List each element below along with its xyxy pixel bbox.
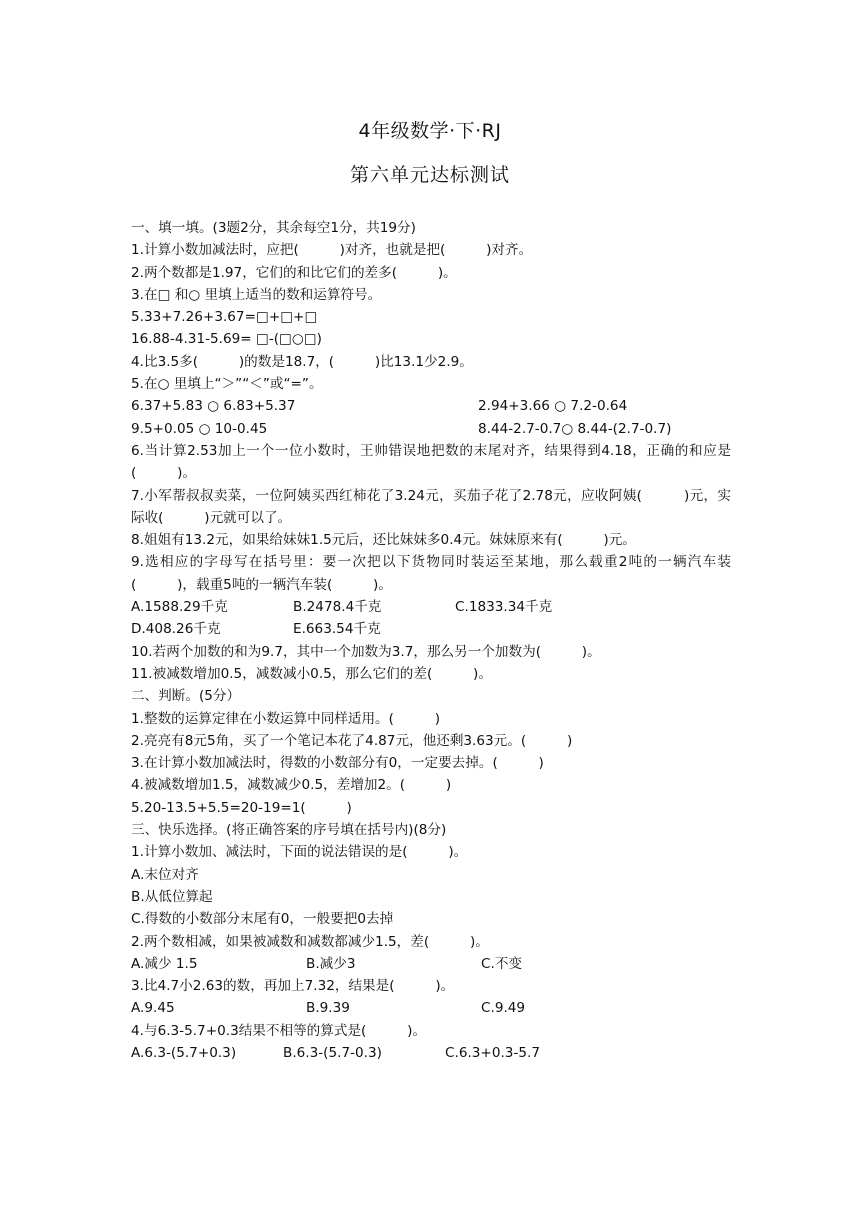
- s3-question-3-options: [131, 997, 731, 1019]
- s1-question-2: 2.两个数都是1.97，它们的和比它们的差多( )。: [131, 264, 457, 281]
- option-item: B.从低位算起: [131, 888, 213, 905]
- s2-item: 2.亮亮有8元5角，买了一个笔记本花了4.87元，他还剩3.63元。( ): [131, 732, 573, 749]
- section-3-heading: 三、快乐选择。(将正确答案的序号填在括号内)(8分): [131, 822, 447, 839]
- s1-question-5-row-1: [131, 395, 731, 417]
- compare-item: 6.37+5.83 ○ 6.83+5.37: [131, 398, 296, 415]
- s1-question-4: 4.比3.5多( )的数是18.7，( )比13.1少2.9。: [131, 353, 473, 370]
- option-item: B.6.3-(5.7-0.3): [283, 1044, 382, 1061]
- option-item: A.1588.29千克: [131, 599, 228, 616]
- option-item: A.末位对齐: [131, 866, 199, 883]
- s1-question-3: 3.在□ 和○ 里填上适当的数和运算符号。: [131, 286, 382, 303]
- s2-item: 3.在计算小数加减法时，得数的小数部分有0，一定要去掉。( ): [131, 755, 544, 772]
- s1-question-5-row-2: [131, 418, 731, 440]
- s3-question-2: 2.两个数相减，如果被减数和减数都减少1.5，差( )。: [131, 933, 489, 950]
- worksheet-body: [131, 217, 731, 1064]
- s1-question-9-options-row-2: [131, 618, 731, 640]
- s2-item: 1.整数的运算定律在小数运算中同样适用。( ): [131, 710, 441, 727]
- s3-question-4-options: [131, 1042, 731, 1064]
- s3-question-3: 3.比4.7小2.63的数，再加上7.32，结果是( )。: [131, 978, 455, 995]
- option-item: A.减少 1.5: [131, 955, 198, 972]
- option-item: E.663.54千克: [293, 621, 381, 638]
- option-item: A.6.3-(5.7+0.3): [131, 1044, 237, 1061]
- option-item: D.408.26千克: [131, 621, 221, 638]
- s1-question-3a: 5.33+7.26+3.67=□+□+□: [131, 309, 318, 326]
- page-title: 4年级数学·下·RJ: [358, 120, 502, 142]
- s1-question-8: 8.姐姐有13.2元，如果给妹妹1.5元后，还比妹妹多0.4元。妹妹原来有( )元。: [131, 532, 636, 549]
- option-item: C.9.49: [481, 1000, 526, 1017]
- option-item: A.9.45: [131, 1000, 175, 1017]
- option-item: C.6.3+0.3-5.7: [445, 1044, 540, 1061]
- s1-question-1: 1.计算小数加减法时，应把( )对齐，也就是把( )对齐。: [131, 242, 533, 259]
- s2-item: 4.被减数增加1.5，减数减少0.5，差增加2。( ): [131, 777, 452, 794]
- option-item: C.1833.34千克: [455, 599, 553, 616]
- s3-question-4: 4.与6.3-5.7+0.3结果不相等的算式是( )。: [131, 1022, 427, 1039]
- option-item: C.得数的小数部分末尾有0，一般要把0去掉: [131, 911, 394, 928]
- s1-question-10: 10.若两个加数的和为9.7，其中一个加数为3.7，那么另一个加数为( )。: [131, 643, 601, 660]
- s2-item: 5.20-13.5+5.5=20-19=1( ): [131, 799, 352, 816]
- s1-question-7: 7.小军帮叔叔卖菜，一位阿姨买西红柿花了3.24元，买茄子花了2.78元，应收阿姨( )元，实际收( )元就可以了。: [131, 487, 731, 526]
- compare-item: 8.44-2.7-0.7○ 8.44-(2.7-0.7): [478, 420, 672, 437]
- option-item: B.减少3: [306, 955, 356, 972]
- s3-question-1: 1.计算小数加、减法时，下面的说法错误的是( )。: [131, 844, 468, 861]
- page-subtitle: 第六单元达标测试: [349, 164, 510, 186]
- compare-item: 9.5+0.05 ○ 10-0.45: [131, 420, 268, 437]
- option-item: B.9.39: [306, 1000, 350, 1017]
- section-2-heading: 二、判断。(5分）: [131, 688, 241, 705]
- option-item: B.2478.4千克: [293, 599, 382, 616]
- s1-question-3b: 16.88-4.31-5.69= □-(□○□): [131, 331, 322, 348]
- s3-question-2-options: [131, 953, 731, 975]
- s1-question-6: 6.当计算2.53加上一个一位小数时，王帅错误地把数的末尾对齐，结果得到4.18，正确的和应是( )。: [131, 442, 731, 482]
- section-1-heading: 一、填一填。(3题2分，其余每空1分，共19分): [131, 220, 416, 236]
- option-item: C.不变: [481, 955, 523, 972]
- s1-question-9: 9.选相应的字母写在括号里：要一次把以下货物同时装运至某地，那么载重2吨的一辆汽车装( )，载重5吨的一辆汽车装( )。: [131, 554, 731, 593]
- compare-item: 2.94+3.66 ○ 7.2-0.64: [478, 398, 628, 415]
- s1-question-9-options-row-1: [131, 596, 731, 618]
- s1-question-5: 5.在○ 里填上“＞”“＜”或“=”。: [131, 376, 323, 393]
- s1-question-11: 11.被减数增加0.5，减数减小0.5，那么它们的差( )。: [131, 665, 492, 682]
